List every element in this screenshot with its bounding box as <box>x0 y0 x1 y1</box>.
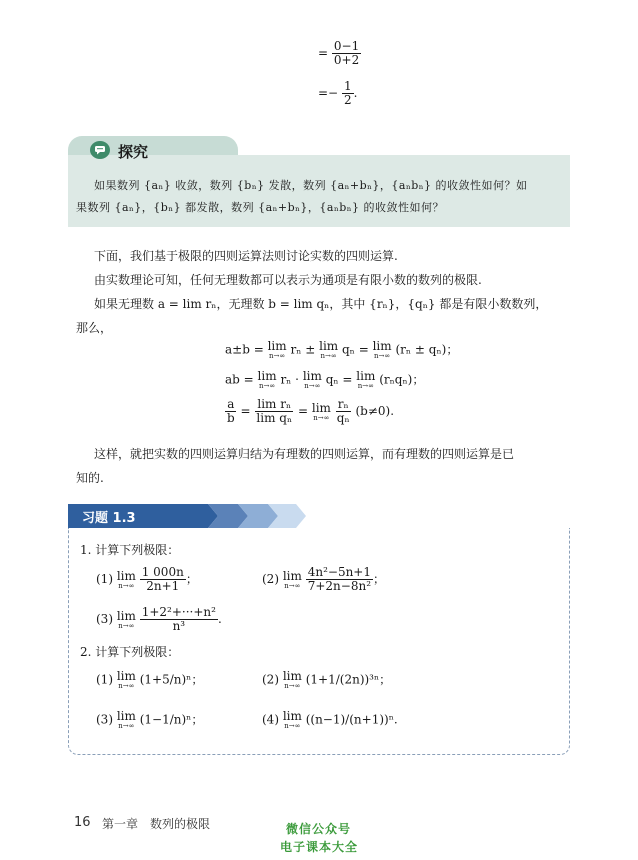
limit: lim n→∞ <box>257 369 277 390</box>
formula-sum: a±b = lim n→∞ rₙ ± lim n→∞ qₙ = lim n→∞ (rₙ ± qₙ)； <box>225 339 459 360</box>
paragraph-3a: 如果无理数 a = lim rₙ，无理数 b = lim qₙ，其中 {rₙ}，{qₙ} 都是有限小数数列， <box>94 297 548 311</box>
limit: lim n→∞ <box>356 369 376 390</box>
exercise-q2-1: (1) lim n→∞ (1+5/n)ⁿ； <box>96 669 204 690</box>
paragraph-4b: 知的. <box>76 471 104 485</box>
limit: lim n→∞ <box>267 339 287 360</box>
exercise-title: 习题 1.3 <box>82 511 136 526</box>
limit: lim n→∞ <box>311 400 331 422</box>
limit: lim n→∞ <box>282 568 302 590</box>
limit: lim n→∞ <box>116 608 136 630</box>
limit: lim n→∞ <box>319 339 339 360</box>
exercise-q1-2: (2) lim n→∞ $\frac{\text{4n²−5n+1}}{\text{7+2n−8n²}}$ ； <box>262 565 386 594</box>
exercise-q1-1: (1) lim n→∞ $\frac{1 000n}{2n+1}$ ； <box>96 565 198 594</box>
explore-title: 探究 <box>118 143 149 161</box>
fraction: $\frac{\text{4n²−5n+1}}{\text{7+2n−8n²}}$ <box>307 565 371 594</box>
chat-bubble-icon <box>90 141 110 159</box>
exercise-q2-3: (3) lim n→∞ (1−1/n)ⁿ； <box>96 709 204 730</box>
formula-product: ab = lim n→∞ rₙ · lim n→∞ qₙ = lim n→∞ (rₙqₙ)； <box>225 369 425 390</box>
fraction: $\frac{\text{1+2²+···+n²}}{\text{n³}}$ <box>141 605 216 634</box>
top-step-2: =− $\frac{1}{2}$ . <box>318 79 358 108</box>
top-step-1: = $\frac{0-1}{0+2}$ <box>318 39 360 68</box>
paragraph-2: 由实数理论可知，任何无理数都可以表示为通项是有限小数的数列的极限. <box>94 273 482 287</box>
limit: lim n→∞ <box>282 669 302 690</box>
limit: lim n→∞ <box>302 369 322 390</box>
watermark-line-2: 电子课本大全 <box>280 840 359 854</box>
paragraph-3b: 那么， <box>76 321 113 335</box>
chapter-title: 第一章 数列的极限 <box>102 817 211 831</box>
paragraph-4a: 这样，就把实数的四则运算归结为有理数的四则运算，而有理数的四则运算是已 <box>94 447 515 461</box>
fraction: $\frac{a}{b}$ <box>227 397 235 426</box>
fraction: $\frac{\text{lim rₙ}}{\text{lim qₙ}}$ <box>256 397 293 426</box>
fraction: $\frac{1}{2}$ <box>343 79 352 108</box>
explore-line-1: 如果数列 {aₙ} 收敛，数列 {bₙ} 发散，数列 {aₙ+bₙ}，{aₙbₙ} 的收敛性如何？如 <box>94 179 528 192</box>
fraction: $\frac{\text{rₙ}}{\text{qₙ}}$ <box>336 397 350 426</box>
exercise-q2-4: (4) lim n→∞ ((n−1)/(n+1))ⁿ. <box>262 709 398 730</box>
page-number: 16 <box>74 815 91 830</box>
limit: lim n→∞ <box>116 709 136 730</box>
watermark-line-1: 微信公众号 <box>286 822 352 836</box>
exercise-q2: 2. 计算下列极限： <box>80 645 180 659</box>
limit: lim n→∞ <box>372 339 392 360</box>
limit: lim n→∞ <box>116 669 136 690</box>
paragraph-1: 下面，我们基于极限的四则运算法则讨论实数的四则运算. <box>94 249 398 263</box>
formula-quotient: $\frac{a}{b}$ = $\frac{\text{lim rₙ}}{\text{lim qₙ}}$ = lim n→∞ $\frac{\text{rₙ}}{\text{qₙ}}$ (b≠0). <box>227 397 395 426</box>
fraction: $\frac{0-1}{0+2}$ <box>333 39 360 68</box>
exercise-q1-3: (3) lim n→∞ $\frac{\text{1+2²+···+n²}}{\text{n³}}$ . <box>96 605 222 634</box>
limit: lim n→∞ <box>116 568 136 590</box>
limit: lim n→∞ <box>282 709 302 730</box>
fraction: $\frac{1 000n}{2n+1}$ <box>141 565 184 594</box>
exercise-q1: 1. 计算下列极限： <box>80 543 180 557</box>
explore-line-2: 果数列 {aₙ}，{bₙ} 都发散，数列 {aₙ+bₙ}，{aₙbₙ} 的收敛性如何？ <box>76 201 445 214</box>
exercise-q2-2: (2) lim n→∞ (1+1/(2n))³ⁿ； <box>262 669 392 690</box>
